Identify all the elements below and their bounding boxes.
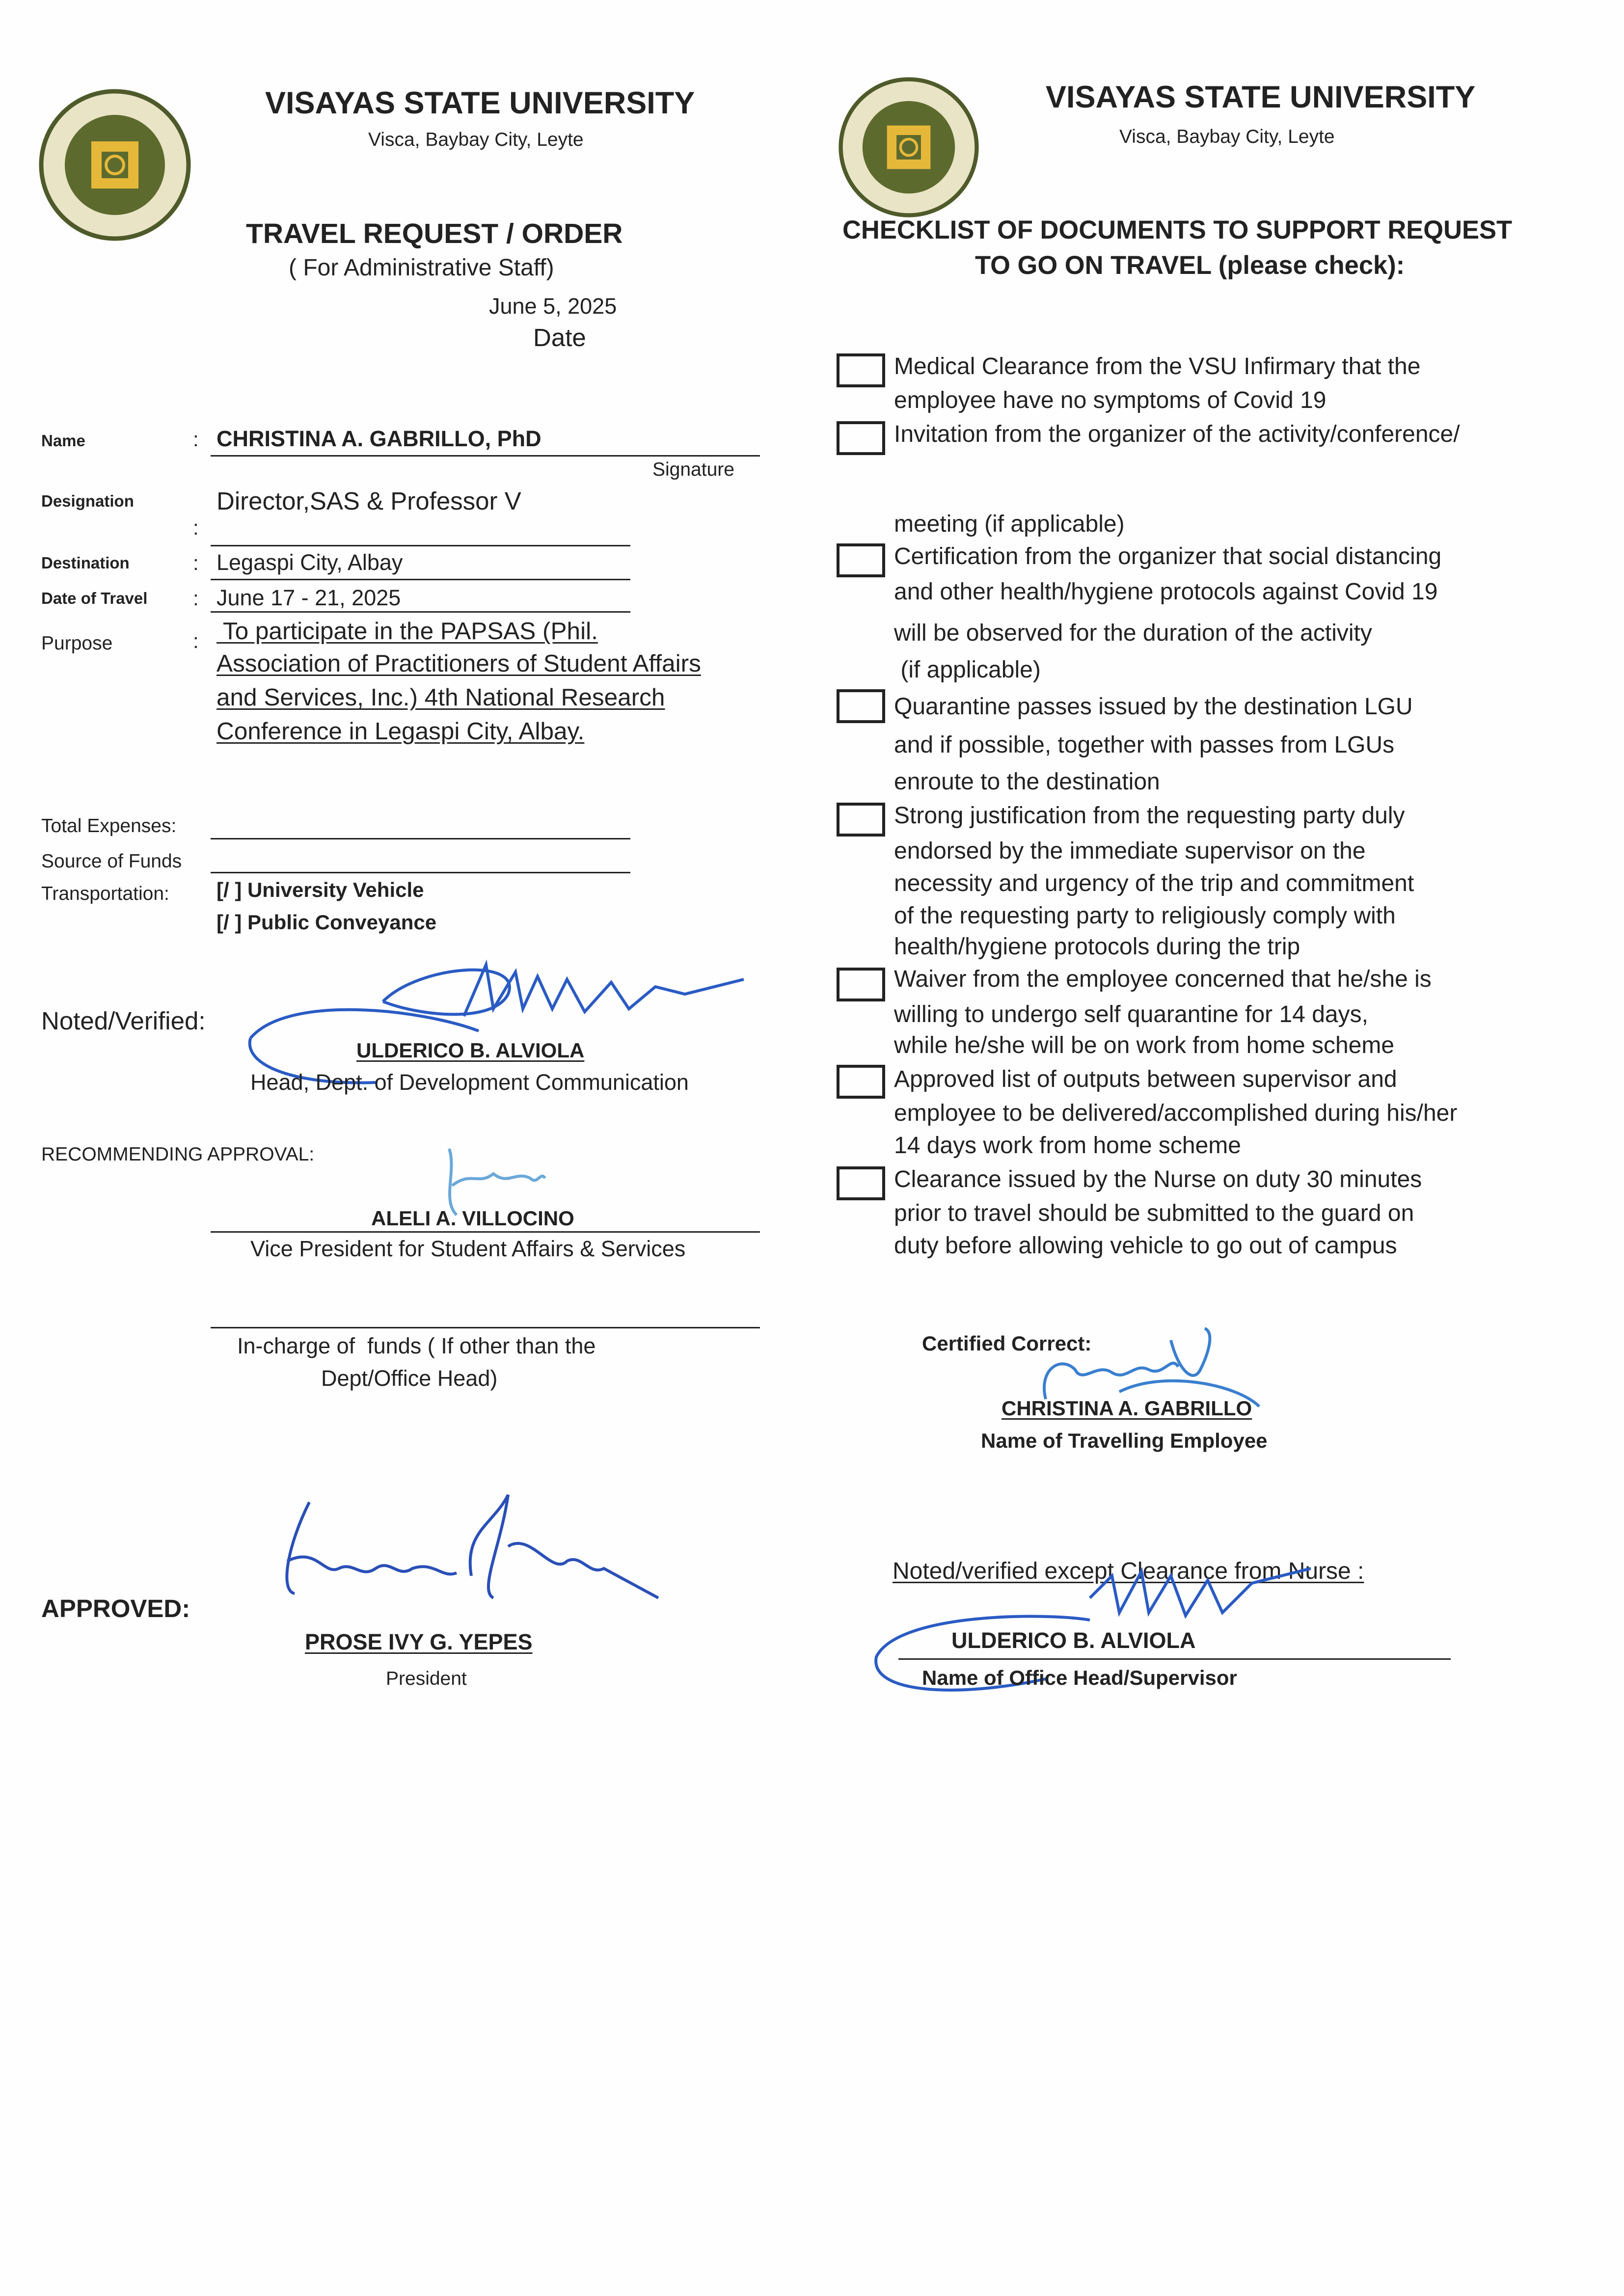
certified-name: CHRISTINA A. GABRILLO bbox=[1001, 1396, 1252, 1420]
colon: : bbox=[193, 586, 199, 610]
name-label: Name bbox=[41, 433, 85, 451]
checklist-text: necessity and urgency of the trip and commitment bbox=[894, 872, 1414, 897]
checklist-text: Invitation from the organizer of the activity/conference/ bbox=[894, 423, 1460, 448]
checklist-text: and other health/hygiene protocols against Covid 19 bbox=[894, 580, 1438, 605]
noted-caption: Name of Office Head/Supervisor bbox=[922, 1666, 1237, 1689]
noted-position: Head, Dept. of Development Communication bbox=[250, 1071, 689, 1096]
checklist-text: Certification from the organizer that social distancing bbox=[894, 545, 1442, 570]
university-address: Visca, Baybay City, Leyte bbox=[368, 128, 584, 150]
checklist-text: Strong justification from the requesting party duly bbox=[894, 804, 1405, 829]
designation-line bbox=[211, 545, 630, 546]
noted-name-right: ULDERICO B. ALVIOLA bbox=[951, 1629, 1196, 1654]
recommending-line bbox=[211, 1231, 760, 1233]
signature-label: Signature bbox=[652, 458, 734, 480]
checklist-text: duty before allowing vehicle to go out of campus bbox=[894, 1234, 1397, 1259]
noted-except-label: Noted/verified except Clearance from Nurse : bbox=[893, 1560, 1364, 1585]
transport-university-vehicle[interactable]: [/ ] University Vehicle bbox=[217, 878, 424, 901]
recommending-position: Vice President for Student Affairs & Services bbox=[250, 1237, 686, 1262]
approved-position: President bbox=[386, 1667, 467, 1689]
checkbox-invitation[interactable] bbox=[837, 421, 885, 455]
checklist-title-line2: TO GO ON TRAVEL (please check): bbox=[975, 250, 1405, 280]
transportation-label: Transportation: bbox=[41, 882, 169, 904]
university-name: VISAYAS STATE UNIVERSITY bbox=[265, 87, 695, 121]
recommending-name: ALELI A. VILLOCINO bbox=[371, 1206, 574, 1230]
signature-yepes bbox=[272, 1487, 663, 1613]
checklist-text: Approved list of outputs between supervisor and bbox=[894, 1068, 1397, 1093]
colon: : bbox=[193, 629, 199, 652]
checklist-text: Quarantine passes issued by the destination LGU bbox=[894, 695, 1413, 720]
funds-caption-line2: Dept/Office Head) bbox=[321, 1367, 498, 1392]
checklist-text: and if possible, together with passes from LGUs bbox=[894, 733, 1395, 758]
purpose-line[interactable]: Association of Practitioners of Student Affairs bbox=[217, 651, 701, 677]
designation-value[interactable]: Director,SAS & Professor V bbox=[217, 487, 521, 515]
university-seal-icon bbox=[38, 88, 191, 242]
destination-value[interactable]: Legaspi City, Albay bbox=[217, 551, 403, 576]
checklist-text: will be observed for the duration of the activity bbox=[894, 621, 1372, 647]
checklist-text: endorsed by the immediate supervisor on the bbox=[894, 839, 1366, 864]
checklist-text: (if applicable) bbox=[894, 658, 1041, 683]
checkbox-justification[interactable] bbox=[837, 803, 885, 837]
source-of-funds-line[interactable] bbox=[211, 872, 630, 873]
destination-label: Destination bbox=[41, 555, 130, 573]
colon: : bbox=[193, 551, 199, 574]
form-title: TRAVEL REQUEST / ORDER bbox=[246, 219, 623, 250]
checklist-text: of the requesting party to religiously comply with bbox=[894, 904, 1396, 929]
university-name: VISAYAS STATE UNIVERSITY bbox=[1046, 81, 1476, 115]
checklist-text: 14 days work from home scheme bbox=[894, 1134, 1241, 1159]
transport-public-conveyance[interactable]: [/ ] Public Conveyance bbox=[217, 910, 437, 934]
designation-label: Designation bbox=[41, 493, 134, 511]
total-expenses-line[interactable] bbox=[211, 838, 630, 839]
noted-name: ULDERICO B. ALVIOLA bbox=[356, 1038, 585, 1062]
date-of-travel-value[interactable]: June 17 - 21, 2025 bbox=[217, 586, 401, 611]
checkbox-quarantine-passes[interactable] bbox=[837, 689, 885, 723]
colon: : bbox=[193, 427, 199, 451]
recommending-approval-label: RECOMMENDING APPROVAL: bbox=[41, 1143, 315, 1165]
checkbox-medical-clearance[interactable] bbox=[837, 353, 885, 387]
date-value: June 5, 2025 bbox=[489, 295, 617, 320]
checklist-text: employee have no symptoms of Covid 19 bbox=[894, 389, 1326, 414]
noted-verified-label: Noted/Verified: bbox=[41, 1007, 206, 1035]
purpose-line[interactable]: To participate in the PAPSAS (Phil. bbox=[217, 619, 598, 645]
funds-caption-line1: In-charge of funds ( If other than the bbox=[237, 1334, 596, 1359]
name-value[interactable]: CHRISTINA A. GABRILLO, PhD bbox=[217, 427, 541, 452]
checklist-text: Clearance issued by the Nurse on duty 30 minutes bbox=[894, 1168, 1422, 1193]
purpose-line[interactable]: Conference in Legaspi City, Albay. bbox=[217, 719, 585, 745]
checklist-text: enroute to the destination bbox=[894, 770, 1160, 795]
checkbox-waiver[interactable] bbox=[837, 968, 885, 1001]
approved-name: PROSE IVY G. YEPES bbox=[305, 1630, 533, 1655]
certified-correct-label: Certified Correct: bbox=[922, 1331, 1092, 1355]
approved-label: APPROVED: bbox=[41, 1595, 190, 1623]
date-of-travel-label: Date of Travel bbox=[41, 591, 148, 608]
date-label: Date bbox=[533, 324, 586, 352]
purpose-label: Purpose bbox=[41, 632, 113, 654]
checklist-text: health/hygiene protocols during the trip bbox=[894, 935, 1300, 960]
checklist-text: employee to be delivered/accomplished during his/her bbox=[894, 1102, 1458, 1127]
checklist-text: willing to undergo self quarantine for 14 days, bbox=[894, 1003, 1368, 1028]
purpose-line[interactable]: and Services, Inc.) 4th National Research bbox=[217, 685, 665, 711]
checklist-title: CHECKLIST OF DOCUMENTS TO SUPPORT REQUEST bbox=[842, 215, 1513, 244]
checklist-text: while he/she will be on work from home scheme bbox=[894, 1034, 1395, 1059]
checklist-text: prior to travel should be submitted to the guard on bbox=[894, 1202, 1414, 1227]
total-expenses-label: Total Expenses: bbox=[41, 814, 177, 837]
source-of-funds-label: Source of Funds bbox=[41, 850, 182, 872]
university-seal-icon bbox=[838, 77, 979, 218]
university-address: Visca, Baybay City, Leyte bbox=[1119, 125, 1335, 147]
colon: : bbox=[193, 515, 199, 539]
name-line bbox=[211, 455, 760, 457]
form-subtitle: ( For Administrative Staff) bbox=[289, 256, 554, 281]
destination-line bbox=[211, 579, 630, 580]
checkbox-approved-outputs[interactable] bbox=[837, 1065, 885, 1099]
funds-line[interactable] bbox=[211, 1327, 760, 1328]
checklist-text: Waiver from the employee concerned that he/she is bbox=[894, 968, 1432, 993]
checklist-text: Medical Clearance from the VSU Infirmary that the bbox=[894, 355, 1421, 380]
date-of-travel-line bbox=[211, 611, 630, 613]
certified-caption: Name of Travelling Employee bbox=[981, 1429, 1268, 1452]
checkbox-nurse-clearance[interactable] bbox=[837, 1166, 885, 1200]
checklist-text: meeting (if applicable) bbox=[894, 513, 1125, 538]
noted-line bbox=[898, 1658, 1451, 1660]
checkbox-certification[interactable] bbox=[837, 543, 885, 577]
